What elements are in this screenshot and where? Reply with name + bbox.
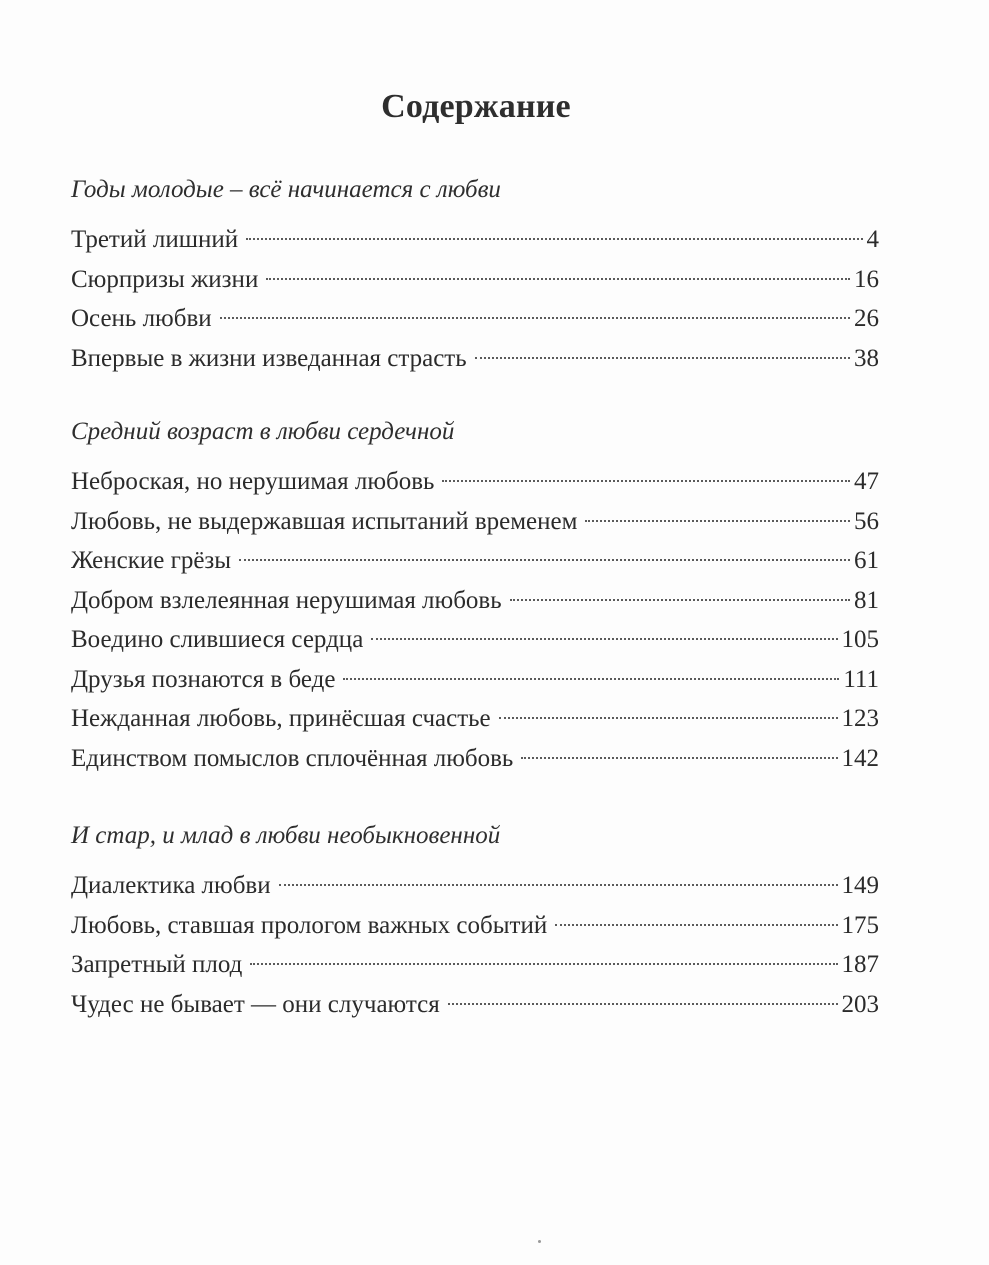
entry-page-number: 142 [841, 744, 879, 772]
entry-page-number: 81 [854, 586, 879, 614]
toc-entry [71, 985, 879, 1025]
entry-title: Нежданная любовь, принёсшая счастье [71, 705, 491, 732]
toc-entry [71, 660, 879, 700]
table-of-contents [71, 170, 879, 1024]
toc-entry [71, 220, 879, 260]
entry-page-number: 47 [854, 468, 879, 495]
toc-entry [71, 299, 879, 339]
toc-entry [71, 699, 879, 739]
entry-page-number: 123 [841, 705, 879, 732]
entry-title: Друзья познаются в беде [71, 665, 336, 693]
entry-title: Третий лишний [71, 226, 239, 253]
dot-leader [246, 238, 862, 240]
entry-title: Запретный плод [71, 951, 243, 978]
entry-title: Добром взлелеянная нерушимая любовь [71, 586, 502, 614]
section-heading: Годы молодые – всё начинается с любви [71, 176, 501, 203]
toc-entry [71, 620, 879, 660]
section-spacer [71, 378, 879, 412]
entry-page-number: 149 [841, 872, 879, 899]
entry-page-number: 56 [854, 507, 879, 535]
toc-entry [71, 945, 879, 985]
toc-entry [71, 462, 879, 502]
entry-title: Любовь, ставшая прологом важных событий [71, 911, 548, 939]
dot-leader [239, 559, 850, 561]
section-heading: Средний возраст в любви сердечной [71, 418, 455, 445]
dot-leader [475, 357, 850, 359]
entry-page-number: 175 [841, 911, 879, 939]
paper-speck [538, 1240, 541, 1243]
entry-page-number: 111 [843, 665, 879, 693]
dot-leader [510, 599, 850, 601]
dot-leader [266, 278, 850, 280]
entry-title: Осень любви [71, 305, 212, 332]
entry-page-number: 4 [866, 226, 879, 253]
section-spacer [71, 778, 879, 816]
toc-entry [71, 866, 879, 906]
entry-title: Любовь, не выдержавшая испытаний временем [71, 507, 578, 535]
entry-page-number: 26 [854, 305, 879, 332]
toc-section-2 [71, 412, 879, 778]
entry-title: Единством помыслов сплочённая любовь [71, 744, 514, 772]
entry-title: Неброская, но нерушимая любовь [71, 468, 435, 495]
dot-leader [220, 317, 850, 319]
entry-title: Воедино слившиеся сердца [71, 626, 364, 653]
toc-entry [71, 739, 879, 779]
toc-entry [71, 581, 879, 621]
toc-entry [71, 502, 879, 542]
entry-title: Чудес не бывает — они случаются [71, 990, 440, 1018]
dot-leader [343, 678, 839, 680]
entry-page-number: 38 [854, 344, 879, 372]
dot-leader [555, 924, 837, 926]
page-title: Содержание [381, 88, 571, 125]
entry-title: Сюрпризы жизни [71, 265, 259, 293]
dot-leader [442, 480, 850, 482]
entry-page-number: 61 [854, 547, 879, 574]
toc-section-1 [71, 170, 879, 378]
dot-leader [585, 520, 850, 522]
dot-leader [279, 884, 838, 886]
dot-leader [521, 757, 837, 759]
toc-section-3 [71, 816, 879, 1024]
entry-title: Диалектика любви [71, 872, 271, 899]
entry-page-number: 105 [841, 626, 879, 653]
entry-page-number: 203 [841, 990, 879, 1018]
dot-leader [250, 963, 837, 965]
entry-page-number: 187 [841, 951, 879, 978]
dot-leader [371, 638, 837, 640]
section-heading: И стар, и млад в любви необыкновенной [71, 822, 501, 849]
dot-leader [448, 1003, 838, 1005]
toc-entry [71, 339, 879, 379]
entry-title: Впервые в жизни изведанная страсть [71, 344, 467, 372]
toc-entry [71, 541, 879, 581]
entry-page-number: 16 [854, 265, 879, 293]
entry-title: Женские грёзы [71, 547, 232, 574]
dot-leader [499, 717, 838, 719]
toc-entry [71, 906, 879, 946]
toc-entry [71, 260, 879, 300]
